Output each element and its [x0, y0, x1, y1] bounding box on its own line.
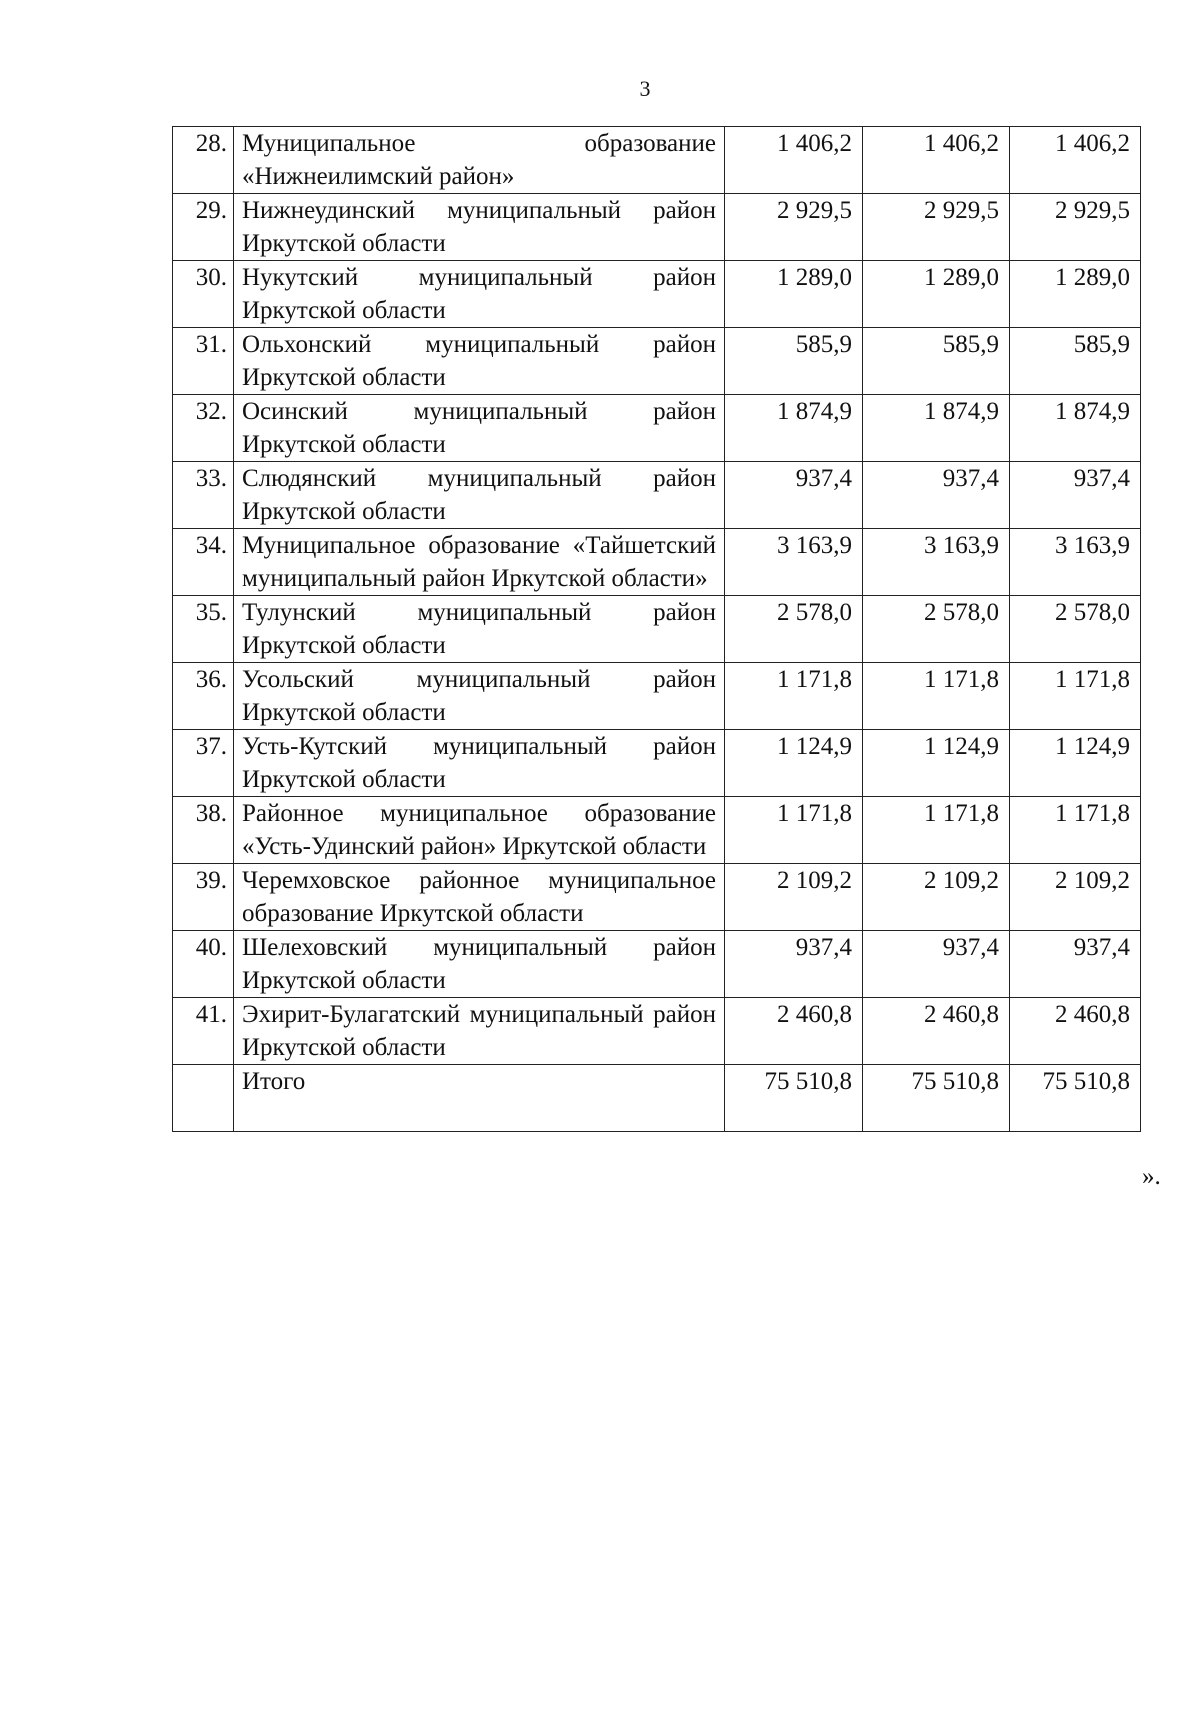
value-col-2: 2 109,2	[863, 864, 1010, 931]
value-col-3: 937,4	[1010, 931, 1141, 998]
row-number: 32.	[173, 395, 234, 462]
table-row	[173, 127, 1141, 194]
row-number: 40.	[173, 931, 234, 998]
table-row	[173, 194, 1141, 261]
budget-table	[172, 126, 1141, 1132]
total-label: Итого	[234, 1065, 725, 1132]
municipality-name: Ольхонский муниципальный район Иркутской области	[234, 328, 725, 395]
value-col-2: 1 874,9	[863, 395, 1010, 462]
row-number: 39.	[173, 864, 234, 931]
row-number: 34.	[173, 529, 234, 596]
value-col-1: 1 124,9	[725, 730, 863, 797]
total-value-col-3: 75 510,8	[1010, 1065, 1141, 1132]
value-col-2: 1 289,0	[863, 261, 1010, 328]
row-number: 35.	[173, 596, 234, 663]
value-col-3: 2 109,2	[1010, 864, 1141, 931]
municipality-name: Районное муниципальное образование «Усть-Удинский район» Иркутской области	[234, 797, 725, 864]
value-col-3: 2 460,8	[1010, 998, 1141, 1065]
value-col-1: 1 171,8	[725, 663, 863, 730]
value-col-2: 937,4	[863, 931, 1010, 998]
value-col-1: 1 406,2	[725, 127, 863, 194]
row-number: 30.	[173, 261, 234, 328]
row-number: 36.	[173, 663, 234, 730]
value-col-2: 2 578,0	[863, 596, 1010, 663]
value-col-1: 3 163,9	[725, 529, 863, 596]
value-col-3: 1 124,9	[1010, 730, 1141, 797]
budget-table-body	[173, 127, 1141, 1132]
value-col-3: 1 289,0	[1010, 261, 1141, 328]
value-col-1: 1 171,8	[725, 797, 863, 864]
table-row	[173, 596, 1141, 663]
total-row	[173, 1065, 1141, 1132]
value-col-1: 585,9	[725, 328, 863, 395]
table-row	[173, 395, 1141, 462]
table-row	[173, 663, 1141, 730]
value-col-3: 1 171,8	[1010, 663, 1141, 730]
table-row	[173, 328, 1141, 395]
value-col-3: 2 929,5	[1010, 194, 1141, 261]
table-row	[173, 864, 1141, 931]
municipality-name: Тулунский муниципальный район Иркутской области	[234, 596, 725, 663]
value-col-3: 1 171,8	[1010, 797, 1141, 864]
page-number: 3	[639, 76, 651, 101]
value-col-2: 1 171,8	[863, 797, 1010, 864]
value-col-2: 1 171,8	[863, 663, 1010, 730]
table-row	[173, 797, 1141, 864]
table-row	[173, 462, 1141, 529]
municipality-name: Усть-Кутский муниципальный район Иркутской области	[234, 730, 725, 797]
value-col-2: 3 163,9	[863, 529, 1010, 596]
value-col-3: 2 578,0	[1010, 596, 1141, 663]
table-row	[173, 730, 1141, 797]
value-col-2: 1 124,9	[863, 730, 1010, 797]
table-row	[173, 261, 1141, 328]
value-col-3: 3 163,9	[1010, 529, 1141, 596]
row-number	[173, 1065, 234, 1132]
table-row	[173, 931, 1141, 998]
municipality-name: Усольский муниципальный район Иркутской области	[234, 663, 725, 730]
municipality-name: Нижнеудинский муниципальный район Иркутской области	[234, 194, 725, 261]
value-col-1: 1 289,0	[725, 261, 863, 328]
closing-quote-mark: ».	[1142, 1163, 1161, 1190]
municipality-name: Осинский муниципальный район Иркутской области	[234, 395, 725, 462]
value-col-3: 1 874,9	[1010, 395, 1141, 462]
value-col-2: 585,9	[863, 328, 1010, 395]
row-number: 37.	[173, 730, 234, 797]
value-col-1: 937,4	[725, 462, 863, 529]
municipality-name: Нукутский муниципальный район Иркутской области	[234, 261, 725, 328]
total-value-col-1: 75 510,8	[725, 1065, 863, 1132]
table-row	[173, 529, 1141, 596]
value-col-1: 1 874,9	[725, 395, 863, 462]
row-number: 41.	[173, 998, 234, 1065]
value-col-3: 937,4	[1010, 462, 1141, 529]
row-number: 38.	[173, 797, 234, 864]
row-number: 31.	[173, 328, 234, 395]
municipality-name: Слюдянский муниципальный район Иркутской области	[234, 462, 725, 529]
total-value-col-2: 75 510,8	[863, 1065, 1010, 1132]
row-number: 29.	[173, 194, 234, 261]
municipality-name: Черемховское районное муниципальное образование Иркутской области	[234, 864, 725, 931]
row-number: 28.	[173, 127, 234, 194]
value-col-1: 937,4	[725, 931, 863, 998]
municipality-name: Шелеховский муниципальный район Иркутской области	[234, 931, 725, 998]
value-col-2: 1 406,2	[863, 127, 1010, 194]
value-col-1: 2 578,0	[725, 596, 863, 663]
value-col-1: 2 929,5	[725, 194, 863, 261]
value-col-1: 2 460,8	[725, 998, 863, 1065]
value-col-2: 937,4	[863, 462, 1010, 529]
value-col-3: 1 406,2	[1010, 127, 1141, 194]
municipality-name: Муниципальное образование «Тайшетский муниципальный район Иркутской области»	[234, 529, 725, 596]
value-col-2: 2 929,5	[863, 194, 1010, 261]
row-number: 33.	[173, 462, 234, 529]
value-col-2: 2 460,8	[863, 998, 1010, 1065]
municipality-name: Муниципальное образование «Нижнеилимский район»	[234, 127, 725, 194]
table-row	[173, 998, 1141, 1065]
value-col-3: 585,9	[1010, 328, 1141, 395]
value-col-1: 2 109,2	[725, 864, 863, 931]
municipality-name: Эхирит-Булагатский муниципальный район Иркутской области	[234, 998, 725, 1065]
